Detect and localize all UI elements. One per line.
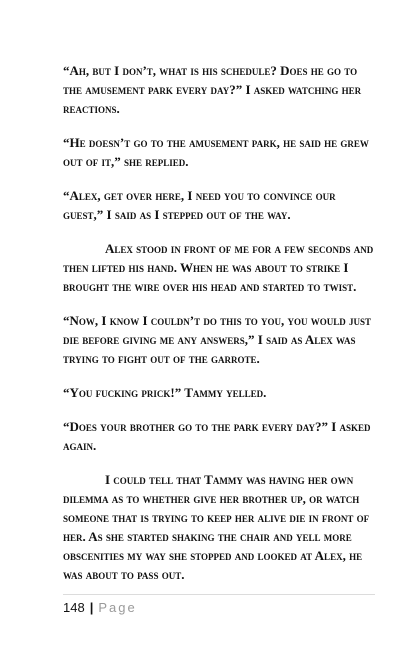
paragraph: “He doesn’t go to the amusement park, he said he grew out of it,” she replied. xyxy=(63,135,369,169)
paragraph: “You fucking prick!” Tammy yelled. xyxy=(63,385,267,400)
page-label: Page xyxy=(98,600,137,615)
paragraph: “Now, I know I couldn’t do this to you, you would just die before giving me any answers,” I said as Alex was trying to fight out of the garrote. xyxy=(63,313,371,366)
paragraph: I could tell that Tammy was having her own dilemma as to whether give her brother up, or watch someone that is trying to keep her alive die in front of her. As she started shaking the chair and yell more obscenities my way she stopped and looked at Alex, he was about to pass out. xyxy=(63,472,370,582)
paragraph: Alex stood in front of me for a few seconds and then lifted his hand. When he was about to strike I brought the wire over his head and started to twist. xyxy=(63,241,374,294)
body-text xyxy=(63,61,375,599)
page-number: 148 xyxy=(63,600,85,615)
paragraph: “Ah, but I don’t, what is his schedule? Does he go to the amusement park every day?” I asked watching her reactions. xyxy=(63,63,362,116)
paragraph: “Alex, get over here, I need you to convince our guest,” I said as I stepped out of the way. xyxy=(63,188,336,222)
footer-separator: | xyxy=(89,600,94,615)
paragraph: “Does your brother go to the park every day?” I asked again. xyxy=(63,419,371,453)
footer-content xyxy=(63,600,137,616)
page-footer xyxy=(63,594,375,629)
